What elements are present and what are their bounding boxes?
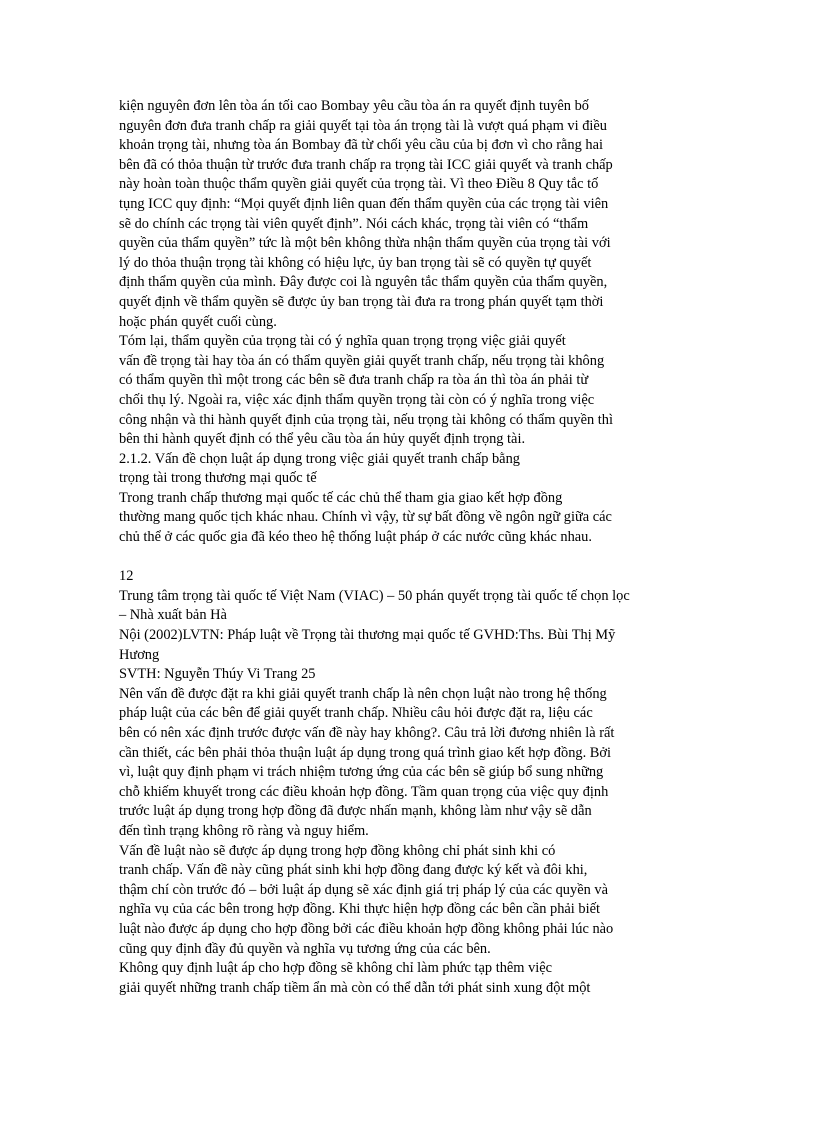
text-line: pháp luật của các bên để giải quyết tranh chấp. Nhiều câu hỏi được đặt ra, liệu các bbox=[119, 705, 593, 722]
blank-line bbox=[119, 548, 703, 568]
text-line: Trong tranh chấp thương mại quốc tế các chủ thể tham gia giao kết hợp đồng bbox=[119, 489, 563, 506]
text-line: này hoàn toàn thuộc thẩm quyền giải quyết của trọng tài. Vì theo Điều 8 Quy tắc tố bbox=[119, 176, 599, 193]
text-line: thường mang quốc tịch khác nhau. Chính vì vậy, từ sự bất đồng về ngôn ngữ giữa các bbox=[119, 509, 612, 526]
text-line: nghĩa vụ của các bên trong hợp đồng. Khi thực hiện hợp đồng các bên cần phải biết bbox=[119, 901, 600, 918]
text-line: bên có nên xác định trước được vấn đề này hay không?. Câu trả lời đương nhiên là rất bbox=[119, 725, 615, 741]
text-line: nguyên đơn đưa tranh chấp ra giải quyết tại tòa án trọng tài là vượt quá phạm vi điều bbox=[119, 117, 607, 134]
text-line: bên đã có thỏa thuận từ trước đưa tranh chấp ra trọng tài ICC giải quyết và tranh chấp bbox=[119, 156, 613, 173]
text-line: cần thiết, các bên phải thỏa thuận luật áp dụng trong quá trình giao kết hợp đồng. Bởi bbox=[119, 744, 611, 761]
text-line: vấn đề trọng tài hay tòa án có thẩm quyền giải quyết tranh chấp, nếu trọng tài không bbox=[119, 352, 605, 369]
text-line: cũng quy định đầy đủ quyền và nghĩa vụ tương ứng của các bên. bbox=[119, 940, 491, 957]
text-line: trước luật áp dụng trong hợp đồng đã được nhấn mạnh, không làm như vậy sẽ dẫn bbox=[119, 803, 592, 820]
text-line: lý do thỏa thuận trọng tài không có hiệu lực, ủy ban trọng tài sẽ có quyền tự quyết bbox=[119, 254, 592, 271]
text-line: Tóm lại, thẩm quyền của trọng tài có ý nghĩa quan trọng trọng việc giải quyết bbox=[119, 333, 566, 350]
text-line: quyền của thẩm quyền” tức là một bên không thừa nhận thẩm quyền của trọng tài với bbox=[119, 235, 611, 252]
text-line: bên thi hành quyết định có thể yêu cầu tòa án hủy quyết định trọng tài. bbox=[119, 431, 526, 448]
text-line: công nhận và thi hành quyết định của trọng tài, nếu trọng tài không có thẩm quyền thì bbox=[119, 411, 613, 428]
text-line: Vấn đề luật nào sẽ được áp dụng trong hợp đồng không chỉ phát sinh khi có bbox=[119, 842, 556, 859]
text-line: Trung tâm trọng tài quốc tế Việt Nam (VIAC) – 50 phán quyết trọng tài quốc tế chọn lọc bbox=[119, 587, 630, 604]
text-line: có thẩm quyền thì một trong các bên sẽ đưa tranh chấp ra tòa án thì tòa án phải từ bbox=[119, 372, 589, 389]
text-line: chối thụ lý. Ngoài ra, việc xác định thẩm quyền trọng tài còn có ý nghĩa trong việc bbox=[119, 391, 595, 408]
text-line: SVTH: Nguyễn Thúy Vi Trang 25 bbox=[119, 666, 316, 683]
text-line: tranh chấp. Vấn đề này cũng phát sinh khi hợp đồng đang được ký kết và đôi khi, bbox=[119, 862, 588, 879]
text-line: đến tình trạng không rõ ràng và nguy hiểm. bbox=[119, 822, 369, 839]
text-line: sẽ do chính các trọng tài viên quyết định”. Nói cách khác, trọng tài viên có “thẩm bbox=[119, 215, 589, 232]
text-line: giải quyết những tranh chấp tiềm ẩn mà còn có thể dẫn tới phát sinh xung đột một bbox=[119, 979, 591, 996]
text-line: hoặc phán quyết cuối cùng. bbox=[119, 313, 277, 330]
text-line: Không quy định luật áp cho hợp đồng sẽ không chỉ làm phức tạp thêm việc bbox=[119, 960, 553, 977]
text-line: 12 bbox=[119, 568, 134, 585]
document-body bbox=[119, 97, 703, 998]
text-line: thậm chí còn trước đó – bởi luật áp dụng sẽ xác định giá trị pháp lý của các quyền và bbox=[119, 881, 608, 898]
text-line: định thẩm quyền của mình. Đây được coi là nguyên tắc thẩm quyền của thẩm quyền, bbox=[119, 274, 608, 291]
text-line: Nên vấn đề được đặt ra khi giải quyết tranh chấp là nên chọn luật nào trong hệ thống bbox=[119, 685, 607, 702]
text-line: chỗ khiếm khuyết trong các điều khoản hợp đồng. Tầm quan trọng của việc quy định bbox=[119, 783, 609, 800]
text-line: 2.1.2. Vấn đề chọn luật áp dụng trong việc giải quyết tranh chấp bằng bbox=[119, 450, 520, 467]
text-line: Nội (2002)LVTN: Pháp luật về Trọng tài thương mại quốc tế GVHD:Ths. Bùi Thị Mỹ bbox=[119, 627, 616, 644]
text-line: quyết định về thẩm quyền sẽ được ủy ban trọng tài đưa ra trong phán quyết tạm thời bbox=[119, 293, 604, 310]
text-line: vì, luật quy định phạm vi trách nhiệm tương ứng của các bên sẽ giúp bổ sung những bbox=[119, 764, 604, 781]
text-line: – Nhà xuất bản Hà bbox=[119, 607, 227, 624]
text-line: Hương bbox=[119, 646, 160, 663]
text-line: khoản trọng tài, nhưng tòa án Bombay đã từ chối yêu cầu của bị đơn vì cho rằng hai bbox=[119, 137, 603, 154]
text-line: tụng ICC quy định: “Mọi quyết định liên quan đến thẩm quyền của các trọng tài viên bbox=[119, 195, 609, 212]
text-line: chủ thể ở các quốc gia đã kéo theo hệ thống luật pháp ở các nước cũng khác nhau. bbox=[119, 529, 592, 546]
text-line: luật nào được áp dụng cho hợp đồng bởi các điều khoản hợp đồng không phải lúc nào bbox=[119, 920, 614, 937]
text-line: trọng tài trong thương mại quốc tế bbox=[119, 470, 317, 487]
text-line: kiện nguyên đơn lên tòa án tối cao Bombay yêu cầu tòa án ra quyết định tuyên bố bbox=[119, 98, 589, 114]
